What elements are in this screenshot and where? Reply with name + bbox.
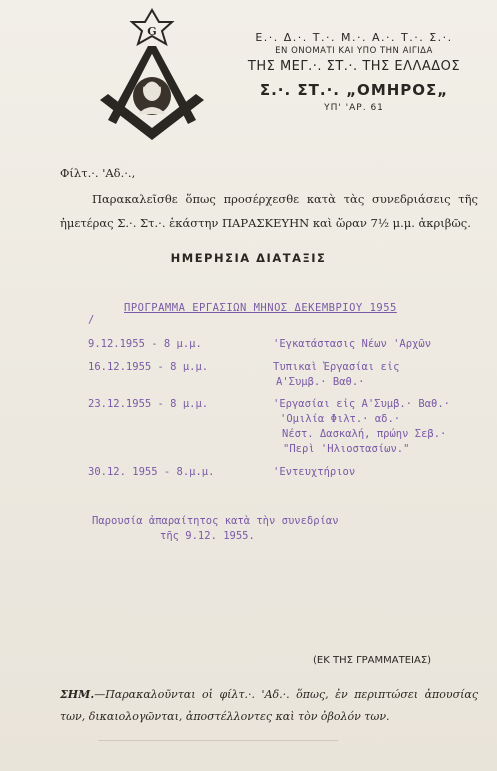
presence-note-date: τῆς 9.12. 1955. (160, 530, 255, 542)
entry-line: Τυπικαὶ Ἐργασίαι εἰς (273, 361, 400, 373)
footnote-label: ΣΗΜ. (60, 688, 95, 701)
entry-line: 'Εργασίαι εἰς Α'Συμβ.· Βαθ.· (273, 398, 451, 410)
header-grand-lodge: ΤΗΣ ΜΕΓ.·. ΣΤ.·. ΤΗΣ ΕΛΛΑΔΟΣ (247, 59, 461, 74)
bottom-rule (98, 740, 338, 741)
entry-line: "Περὶ 'Ηλιοστασίων." (283, 443, 410, 455)
invitation-text: Παρακαλεῖσθε ὅπως προσέρχεσθε κατὰ τὰς συνεδριάσεις τῆς ἡμετέρας Σ.·. Στ.·. ἑκάστην ΠΑΡΑΣΚΕΥΗΝ καὶ ὥραν 7½ μ.μ. ἀκριβῶς. (60, 192, 478, 230)
secretariat-signature: (ΕΚ ΤΗΣ ΓΡΑΜΜΑΤΕΙΑΣ) (313, 655, 432, 666)
entry-line: Νέστ. Δασκαλή, πρώην Σεβ.· (282, 428, 447, 440)
header-lodge-name: Σ.·. ΣΤ.·. „ΟΜΗΡΟΣ„ (259, 81, 449, 99)
entry-line: 'Ομιλία Φιλτ.· αδ.· (280, 413, 401, 425)
entry-line: Α'Συμβ.· Βαθ.· (276, 376, 365, 388)
entry-date: 16.12.1955 - 8 μ.μ. (88, 361, 209, 373)
square-and-compass-emblem-icon (96, 8, 208, 142)
header-invocation: ΕΝ ΟΝΟΜΑΤΙ ΚΑΙ ΥΠΟ ΤΗΝ ΑΙΓΙΔΑ (275, 46, 433, 56)
footnote-text: —Παρακαλοῦνται οἱ φίλτ.·. 'Αδ.·. ὅπως, ἐν περιπτώσει ἀπουσίας των, δικαιολογῶνται, ἀποστέλλοντες καὶ τὸν ὀβολόν των. (60, 688, 478, 723)
entry-date: 23.12.1955 - 8 μ.μ. (88, 398, 209, 410)
footnote (60, 684, 478, 728)
header-initials: Ε.·. Δ.·. Τ.·. Μ.·. Α.·. Τ.·. Σ.·. (255, 31, 453, 44)
margin-mark: / (88, 314, 95, 326)
entry-line: 'Εγκατάστασις Νέων 'Αρχῶν (273, 338, 432, 350)
entry-line: 'Εντευχτήριον (273, 466, 356, 478)
entry-date: 9.12.1955 - 8 μ.μ. (88, 338, 202, 350)
agenda-title: ΗΜΕΡΗΣΙΑ ΔΙΑΤΑΞΙΣ (170, 251, 327, 265)
presence-note: Παρουσία ἀπαραίτητος κατὰ τὴν συνεδρίαν (92, 515, 339, 527)
entry-date: 30.12. 1955 - 8.μ.μ. (88, 466, 215, 478)
header-lodge-number: ΥΠ' 'ΑΡ. 61 (324, 103, 384, 113)
emblem-letter: G (147, 25, 157, 38)
salutation: Φίλτ.·. 'Αδ.·., (60, 166, 136, 180)
program-title: ΠΡΟΓΡΑΜΜΑ ΕΡΓΑΣΙΩΝ ΜΗΝΟΣ ΔΕΚΕΜΒΡΙΟΥ 1955 (124, 302, 397, 314)
